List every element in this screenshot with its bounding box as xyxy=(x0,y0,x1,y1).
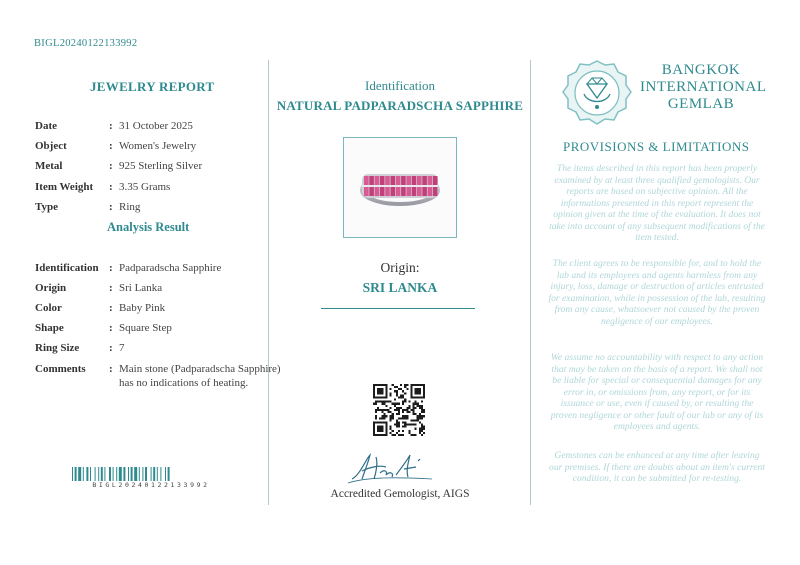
origin-underline xyxy=(321,308,475,309)
lab-name-line: BANGKOK xyxy=(661,62,741,78)
ring-stone xyxy=(428,176,433,185)
analysis-label: Origin xyxy=(35,282,67,294)
colon: : xyxy=(109,363,113,375)
ring-stone xyxy=(417,176,422,185)
ring-stone xyxy=(364,176,369,185)
report-number: BIGL20240122133992 xyxy=(34,38,138,49)
ring-stone xyxy=(369,187,374,196)
detail-value: 31 October 2025 xyxy=(119,120,193,132)
ring-stone xyxy=(433,176,438,185)
detail-value: 3.35 Grams xyxy=(119,181,171,193)
lab-name-line: INTERNATIONAL xyxy=(640,79,767,95)
provision-paragraph: Gemstones can be enhanced at any time after leaving our premises. If there are doubts about an item's current condition, it can be submitted for re-testing. xyxy=(549,450,765,484)
ring-stone xyxy=(380,187,385,196)
colon: : xyxy=(109,342,113,354)
lab-name-line: GEMLAB xyxy=(667,96,735,112)
ring-stone xyxy=(412,187,417,196)
colon: : xyxy=(109,302,113,314)
ring-stone xyxy=(385,176,390,185)
ring-stone xyxy=(396,187,401,196)
origin-label: Origin: xyxy=(380,260,420,275)
analysis-value: Main stone (Padparadscha Sapphire) has no indications of heating. xyxy=(119,363,281,389)
analysis-value: Padparadscha Sapphire xyxy=(119,262,222,274)
provision-paragraph: The client agrees to be responsible for, and to hold the lab and its employees and agents harmless from any injury, loss, damage or destruction of articles entrusted for examination, while in possession of the lab, resulting from any cause, whatsoever not caused by the proven negligence of our employees. xyxy=(548,258,766,327)
ring-stone xyxy=(375,187,380,196)
ring-stone xyxy=(401,176,406,185)
analysis-label: Shape xyxy=(35,322,64,334)
ring-stone xyxy=(433,187,438,196)
colon: : xyxy=(109,282,113,294)
colon: : xyxy=(109,140,113,152)
gemlab-logo-icon xyxy=(560,58,634,132)
colon: : xyxy=(109,201,113,213)
origin-value: SRI LANKA xyxy=(362,280,438,295)
ring-stone xyxy=(428,187,433,196)
ring-stone xyxy=(391,187,396,196)
detail-value: 925 Sterling Silver xyxy=(119,160,203,172)
ring-icon xyxy=(344,138,456,237)
colon: : xyxy=(109,262,113,274)
ring-stone xyxy=(406,187,411,196)
analysis-value: Sri Lanka xyxy=(119,282,163,294)
colon: : xyxy=(109,181,113,193)
detail-label: Item Weight xyxy=(35,181,94,193)
colon: : xyxy=(109,160,113,172)
analysis-value: 7 xyxy=(119,342,125,354)
detail-label: Object xyxy=(35,140,67,152)
ring-stone xyxy=(391,176,396,185)
ring-stone xyxy=(375,176,380,185)
detail-label: Type xyxy=(35,201,59,213)
analysis-title: Analysis Result xyxy=(107,220,190,234)
identification-value: NATURAL PADPARADSCHA SAPPHIRE xyxy=(276,98,524,113)
barcode-text: BIGL20240122133992 xyxy=(92,481,210,489)
ring-stone xyxy=(422,187,427,196)
barcode-icon xyxy=(72,467,230,481)
ring-stone xyxy=(385,187,390,196)
ring-stone xyxy=(380,176,385,185)
provision-paragraph: The items described in this report has been properly examined by at least three qualified gemologists. Our reports are based on subjective opinion. All the informations presented in this report represent the opinion given at the time of the evaluation. It does not take into account of any subsequent modifications of the item tested. xyxy=(549,163,765,243)
qr-code-icon xyxy=(373,384,425,436)
ring-image xyxy=(343,137,457,238)
ring-stone xyxy=(422,176,427,185)
identification-label: Identification xyxy=(364,78,436,93)
analysis-value: Square Step xyxy=(119,322,172,334)
detail-label: Date xyxy=(35,120,57,132)
ring-stone xyxy=(364,187,369,196)
ring-stone xyxy=(401,187,406,196)
ring-stone xyxy=(369,176,374,185)
analysis-value: Baby Pink xyxy=(119,302,166,314)
colon: : xyxy=(109,120,113,132)
provision-paragraph: We assume no accountability with respect to any action that may be taken on the basis of a report. We shall not be liable for special or consequential damages for any error in, or omissions from, any report, or for its issuance or use, even if caused by, or resulting the proven negligence or other fault of our lab or any of its employees and agents. xyxy=(550,352,764,432)
detail-label: Metal xyxy=(35,160,63,172)
analysis-label: Ring Size xyxy=(35,342,80,354)
ring-stone xyxy=(396,176,401,185)
analysis-label: Comments xyxy=(35,363,86,375)
signature-icon xyxy=(346,449,436,487)
provisions-title: PROVISIONS & LIMITATIONS xyxy=(563,139,750,154)
colon: : xyxy=(109,322,113,334)
detail-value: Ring xyxy=(119,201,141,213)
gemologist-title: Accredited Gemologist, AIGS xyxy=(330,488,470,500)
ring-stone xyxy=(406,176,411,185)
ring-stone xyxy=(412,176,417,185)
detail-value: Women's Jewelry xyxy=(119,140,197,152)
analysis-label: Identification xyxy=(35,262,99,274)
column-divider xyxy=(530,60,531,505)
ring-stone xyxy=(417,187,422,196)
analysis-label: Color xyxy=(35,302,62,314)
report-title: JEWELRY REPORT xyxy=(90,79,215,94)
